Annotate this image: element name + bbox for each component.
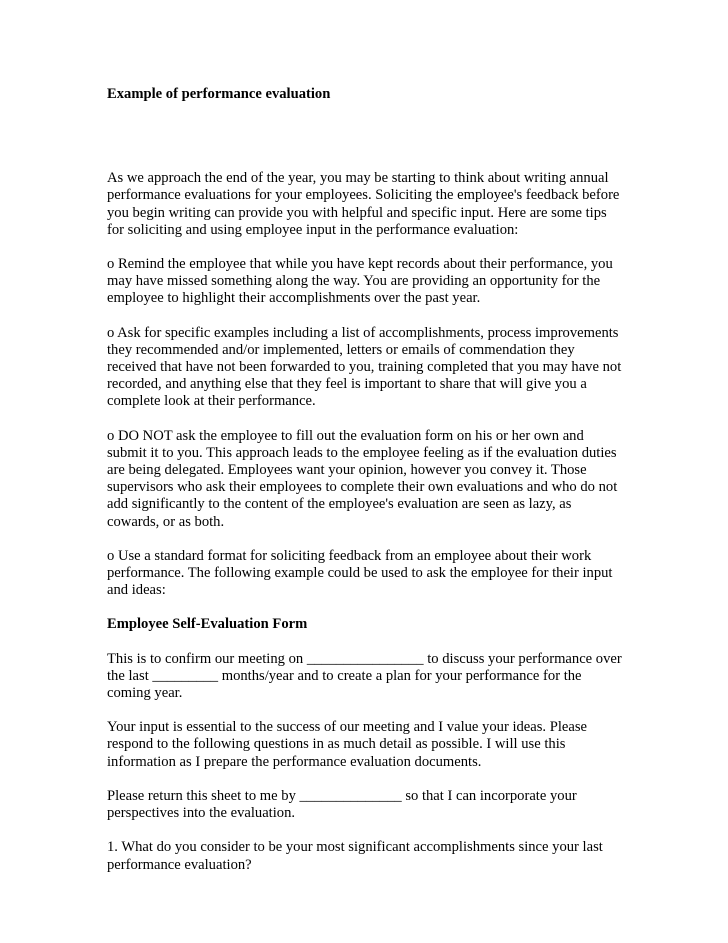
form-confirm-meeting: This is to confirm our meeting on ________________ to discuss your performance over the last _________ months/year and to create a plan for your performance for the coming year. — [107, 650, 622, 702]
form-input-essential: Your input is essential to the success of our meeting and I value your ideas. Please respond to the following questions in as much detail as possible. I will use this information as I prepare the performance evaluation documents. — [107, 719, 588, 770]
intro-paragraph: As we approach the end of the year, you may be starting to think about writing annual performance evaluations for your employees. Soliciting the employee's feedback before you begin writing can provide you with helpful and specific input. Here are some tips for soliciting and using employee input in the performance evaluation: — [107, 170, 620, 238]
tip-do-not-delegate: o DO NOT ask the employee to fill out the evaluation form on his or her own and submit it to you. This approach leads to the employee feeling as if the evaluation duties are being delegated. Employees want your opinion, however you convey it. Those supervisors who ask their employees to complete their own evaluations and who do not add significantly to the content of the employee's evaluation are seen as lazy, as cowards, or as both. — [107, 427, 618, 530]
form-question-1: 1. What do you consider to be your most significant accomplishments since your last performance evaluation? — [107, 839, 603, 873]
form-return-sheet: Please return this sheet to me by ______________ so that I can incorporate your perspectives into the evaluation. — [107, 787, 577, 822]
document-body — [107, 86, 627, 874]
form-heading: Employee Self-Evaluation Form — [107, 616, 308, 633]
tip-ask-examples: o Ask for specific examples including a list of accomplishments, process improvements they recommended and/or implemented, letters or emails of commendation they received that have not been forwarded to you, training completed that you may have not recorded, and anything else that they feel is important to share that will give you a complete look at their performance. — [107, 324, 622, 410]
tip-standard-format: o Use a standard format for soliciting feedback from an employee about their work performance. The following example could be used to ask the employee for their input and ideas: — [107, 547, 613, 599]
tip-remind-employee: o Remind the employee that while you have kept records about their performance, you may have missed something along the way. You are providing an opportunity for the employee to highlight their accomplishments over the past year. — [107, 256, 613, 307]
document-title: Example of performance evaluation — [107, 86, 331, 102]
